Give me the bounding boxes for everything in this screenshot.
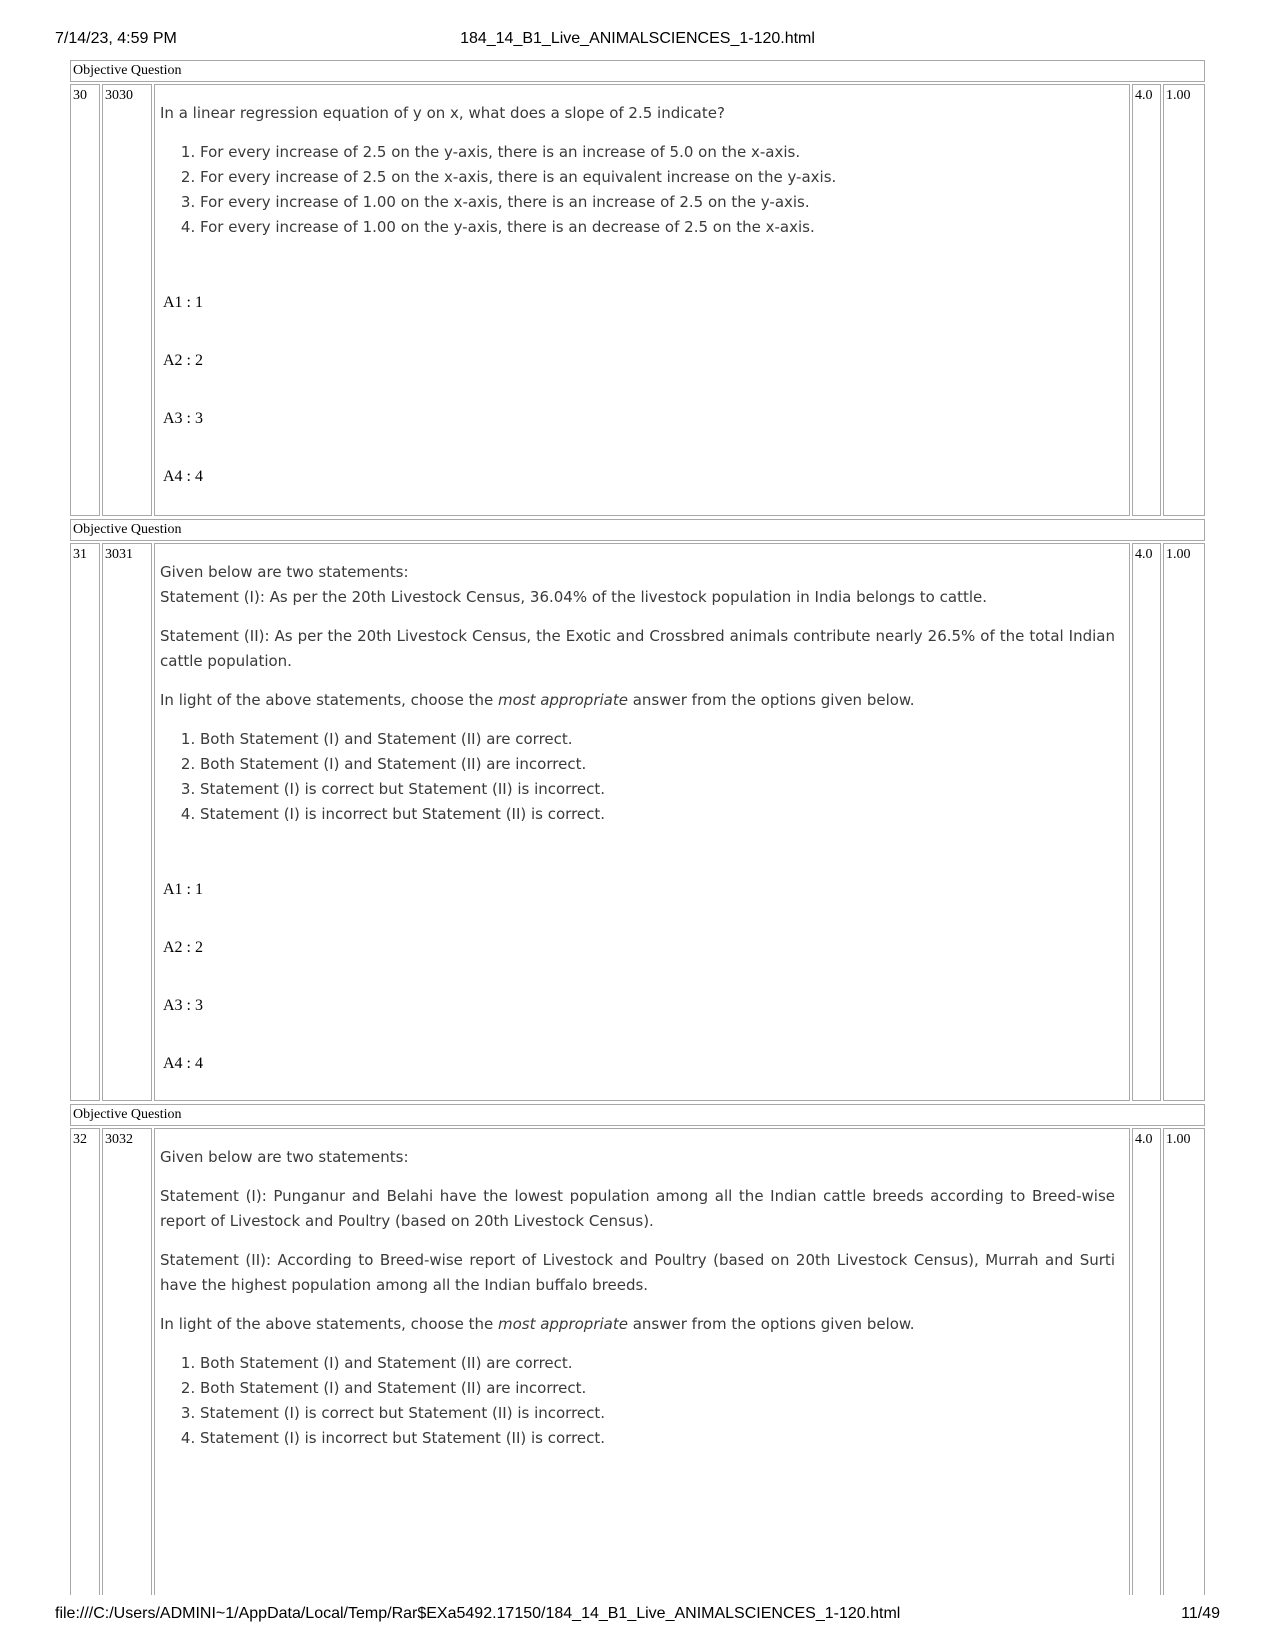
instruction-text: In light of the above statements, choose the	[160, 691, 498, 709]
answer-list	[160, 295, 1115, 527]
answer-option: A3 : 3	[163, 410, 203, 427]
option-item: 1. Both Statement (I) and Statement (II) are correct.	[200, 1351, 1115, 1376]
question-id: 3030	[102, 84, 152, 516]
print-footer	[55, 1605, 1220, 1625]
answer-option: A4 : 4	[163, 468, 203, 485]
question-text	[160, 101, 1115, 240]
question-row	[70, 543, 1205, 1101]
question-text	[160, 560, 1115, 827]
page-number: 11/49	[1181, 1605, 1220, 1622]
option-item: 1. Both Statement (I) and Statement (II) are correct.	[200, 727, 1115, 752]
question-type-label: Objective Question	[70, 519, 1205, 541]
question-instruction	[160, 1312, 1115, 1337]
instruction-emphasis: most appropriate	[497, 1315, 628, 1333]
statement-two: Statement (II): According to Breed-wise report of Livestock and Poultry (based on 20th Livestock Census), Murrah and Surti have the highest population among all the Indian buffalo breeds.	[160, 1251, 1115, 1294]
option-list	[160, 1351, 1115, 1451]
statement-one: Statement (I): As per the 20th Livestock Census, 36.04% of the livestock population in India belongs to cattle.	[160, 588, 987, 606]
question-body	[154, 84, 1130, 516]
question-id: 3032	[102, 1128, 152, 1595]
statement-one: Statement (I): Punganur and Belahi have the lowest population among all the Indian cattle breeds according to Breed-wise report of Livestock and Poultry (based on 20th Livestock Census).	[160, 1187, 1115, 1230]
instruction-emphasis: most appropriate	[497, 691, 628, 709]
print-datetime: 7/14/23, 4:59 PM	[55, 30, 177, 47]
answer-option: A4 : 4	[163, 1055, 203, 1072]
statement-two: Statement (II): As per the 20th Livestock Census, the Exotic and Crossbred animals contribute nearly 26.5% of the total Indian cattle population.	[160, 627, 1115, 670]
question-number: 31	[70, 543, 100, 1101]
answer-option: A3 : 3	[163, 997, 203, 1014]
option-item: 3. Statement (I) is correct but Statement (II) is incorrect.	[200, 1401, 1115, 1426]
question-type-label: Objective Question	[70, 60, 1205, 82]
negative-marks: 1.00	[1163, 1128, 1205, 1595]
answer-option: A2 : 2	[163, 939, 203, 956]
option-item: 4. For every increase of 1.00 on the y-axis, there is an decrease of 2.5 on the x-axis.	[200, 215, 1115, 240]
option-item: 4. Statement (I) is incorrect but Statement (II) is correct.	[200, 1426, 1115, 1451]
option-item: 3. Statement (I) is correct but Statement (II) is incorrect.	[200, 777, 1115, 802]
answer-option: A2 : 2	[163, 352, 203, 369]
instruction-text: answer from the options given below.	[627, 691, 915, 709]
question-marks: 4.0	[1132, 1128, 1161, 1595]
question-type-label: Objective Question	[70, 1104, 1205, 1126]
question-marks: 4.0	[1132, 543, 1161, 1101]
question-number: 30	[70, 84, 100, 516]
instruction-text: In light of the above statements, choose the	[160, 1315, 498, 1333]
negative-marks: 1.00	[1163, 543, 1205, 1101]
question-intro: Given below are two statements:	[160, 563, 409, 581]
negative-marks: 1.00	[1163, 84, 1205, 516]
question-intro: In a linear regression equation of y on x, what does a slope of 2.5 indicate?	[160, 104, 725, 122]
answer-option: A1 : 1	[163, 881, 203, 898]
question-sheet	[70, 60, 1205, 1595]
question-intro: Given below are two statements:	[160, 1148, 409, 1166]
question-id: 3031	[102, 543, 152, 1101]
question-row	[70, 1128, 1205, 1595]
option-list	[160, 727, 1115, 827]
question-body	[154, 543, 1130, 1101]
answer-list	[160, 882, 1115, 1114]
print-header	[55, 30, 1220, 50]
option-item: 2. For every increase of 2.5 on the x-axis, there is an equivalent increase on the y-axis.	[200, 165, 1115, 190]
option-item: 2. Both Statement (I) and Statement (II) are incorrect.	[200, 1376, 1115, 1401]
question-row	[70, 84, 1205, 516]
option-item: 1. For every increase of 2.5 on the y-axis, there is an increase of 5.0 on the x-axis.	[200, 140, 1115, 165]
document-title: 184_14_B1_Live_ANIMALSCIENCES_1-120.html	[460, 30, 815, 47]
question-text	[160, 1145, 1115, 1451]
question-number: 32	[70, 1128, 100, 1595]
instruction-text: answer from the options given below.	[627, 1315, 915, 1333]
question-marks: 4.0	[1132, 84, 1161, 516]
option-list	[160, 140, 1115, 240]
option-item: 2. Both Statement (I) and Statement (II) are incorrect.	[200, 752, 1115, 777]
question-instruction	[160, 688, 1115, 713]
question-body	[154, 1128, 1130, 1595]
option-item: 3. For every increase of 1.00 on the x-axis, there is an increase of 2.5 on the y-axis.	[200, 190, 1115, 215]
file-path: file:///C:/Users/ADMINI~1/AppData/Local/Temp/Rar$EXa5492.17150/184_14_B1_Live_ANIMALSCIENCES_1-120.html	[55, 1605, 901, 1622]
option-item: 4. Statement (I) is incorrect but Statement (II) is correct.	[200, 802, 1115, 827]
answer-option: A1 : 1	[163, 294, 203, 311]
